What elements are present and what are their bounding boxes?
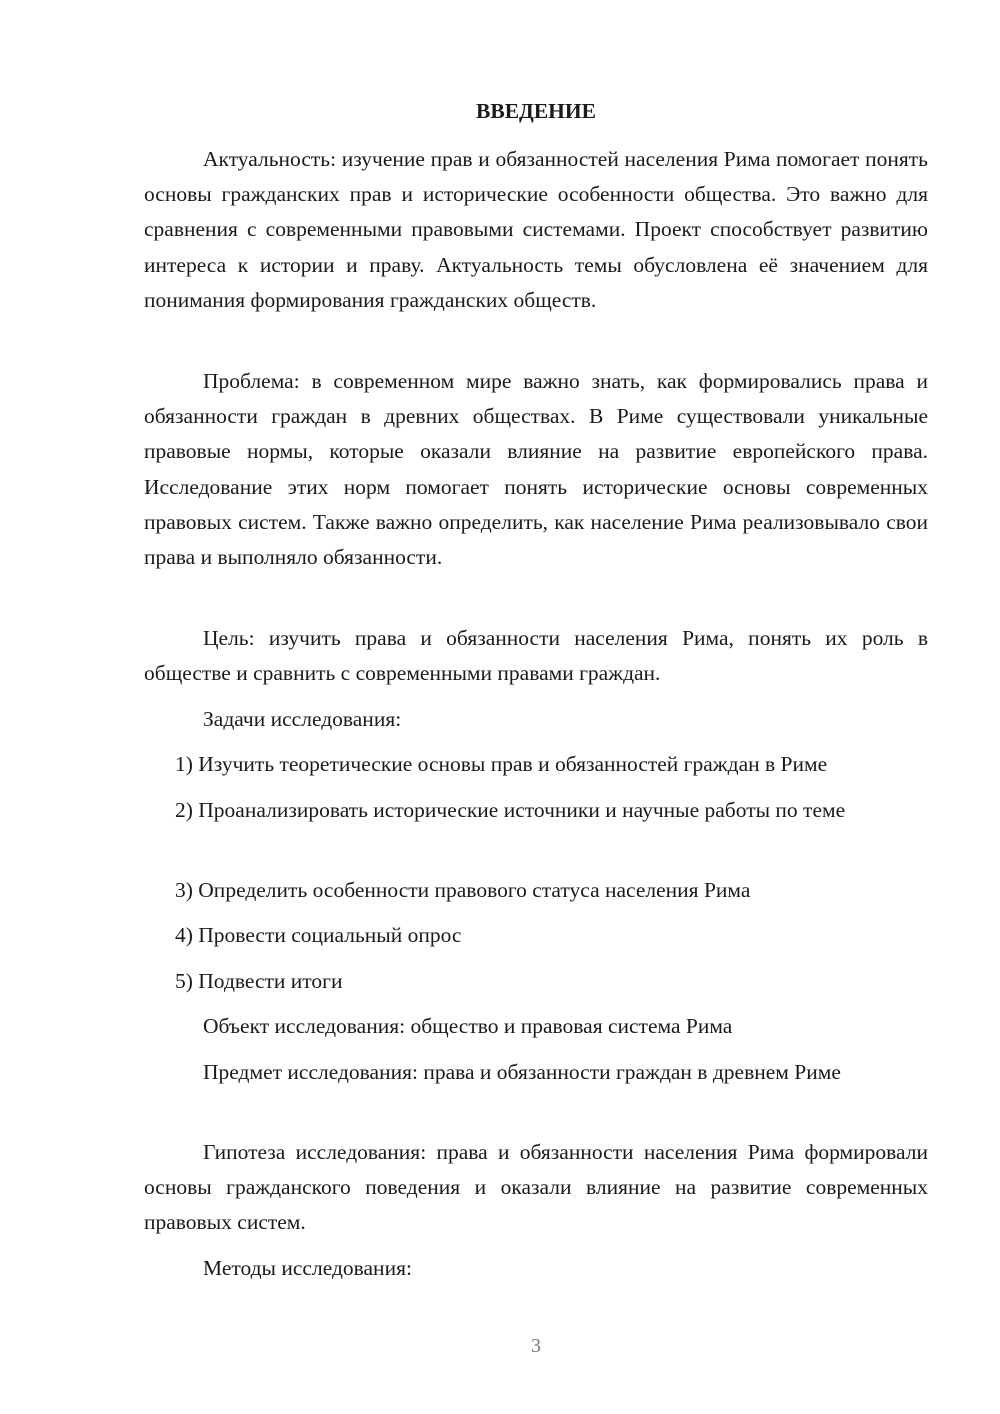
task-item: 1) Изучить теоретические основы прав и обязанностей граждан в Риме — [175, 752, 828, 776]
paragraph-hypothesis: Гипотеза исследования: права и обязанности населения Рима формировали основы гражданского поведения и оказали влияние на развитие современных правовых систем. — [144, 1140, 928, 1235]
tasks-heading: Задачи исследования: — [203, 707, 402, 731]
paragraph-relevance: Актуальность: изучение прав и обязанностей населения Рима помогает понять основы гражданских прав и исторические особенности общества. Это важно для сравнения с современными правовыми системами. Проект способствует развитию интереса к истории и праву. Актуальность темы обусловлена её значением для понимания формирования гражданских обществ. — [144, 147, 928, 312]
paragraph-object: Объект исследования: общество и правовая система Рима — [203, 1014, 733, 1038]
task-item: 3) Определить особенности правового статуса населения Рима — [175, 878, 751, 902]
methods-heading: Методы исследования: — [203, 1256, 412, 1280]
section-title: ВВЕДЕНИЕ — [476, 99, 596, 123]
paragraph-problem: Проблема: в современном мире важно знать, как формировались права и обязанности граждан в древних обществах. В Риме существовали уникальные правовые нормы, которые оказали влияние на развитие европейского права. Исследование этих норм помогает понять исторические основы современных правовых систем. Также важно определить, как население Рима реализовывало свои права и выполняло обязанности. — [144, 369, 928, 570]
task-item: 5) Подвести итоги — [175, 969, 343, 993]
task-item: 2) Проанализировать исторические источники и научные работы по теме — [175, 798, 846, 822]
paragraph-goal: Цель: изучить права и обязанности населения Рима, понять их роль в обществе и сравнить с современными правами граждан. — [144, 626, 928, 686]
task-item: 4) Провести социальный опрос — [175, 923, 462, 947]
paragraph-subject: Предмет исследования: права и обязанности граждан в древнем Риме — [203, 1060, 841, 1084]
page-number: 3 — [531, 1335, 541, 1357]
